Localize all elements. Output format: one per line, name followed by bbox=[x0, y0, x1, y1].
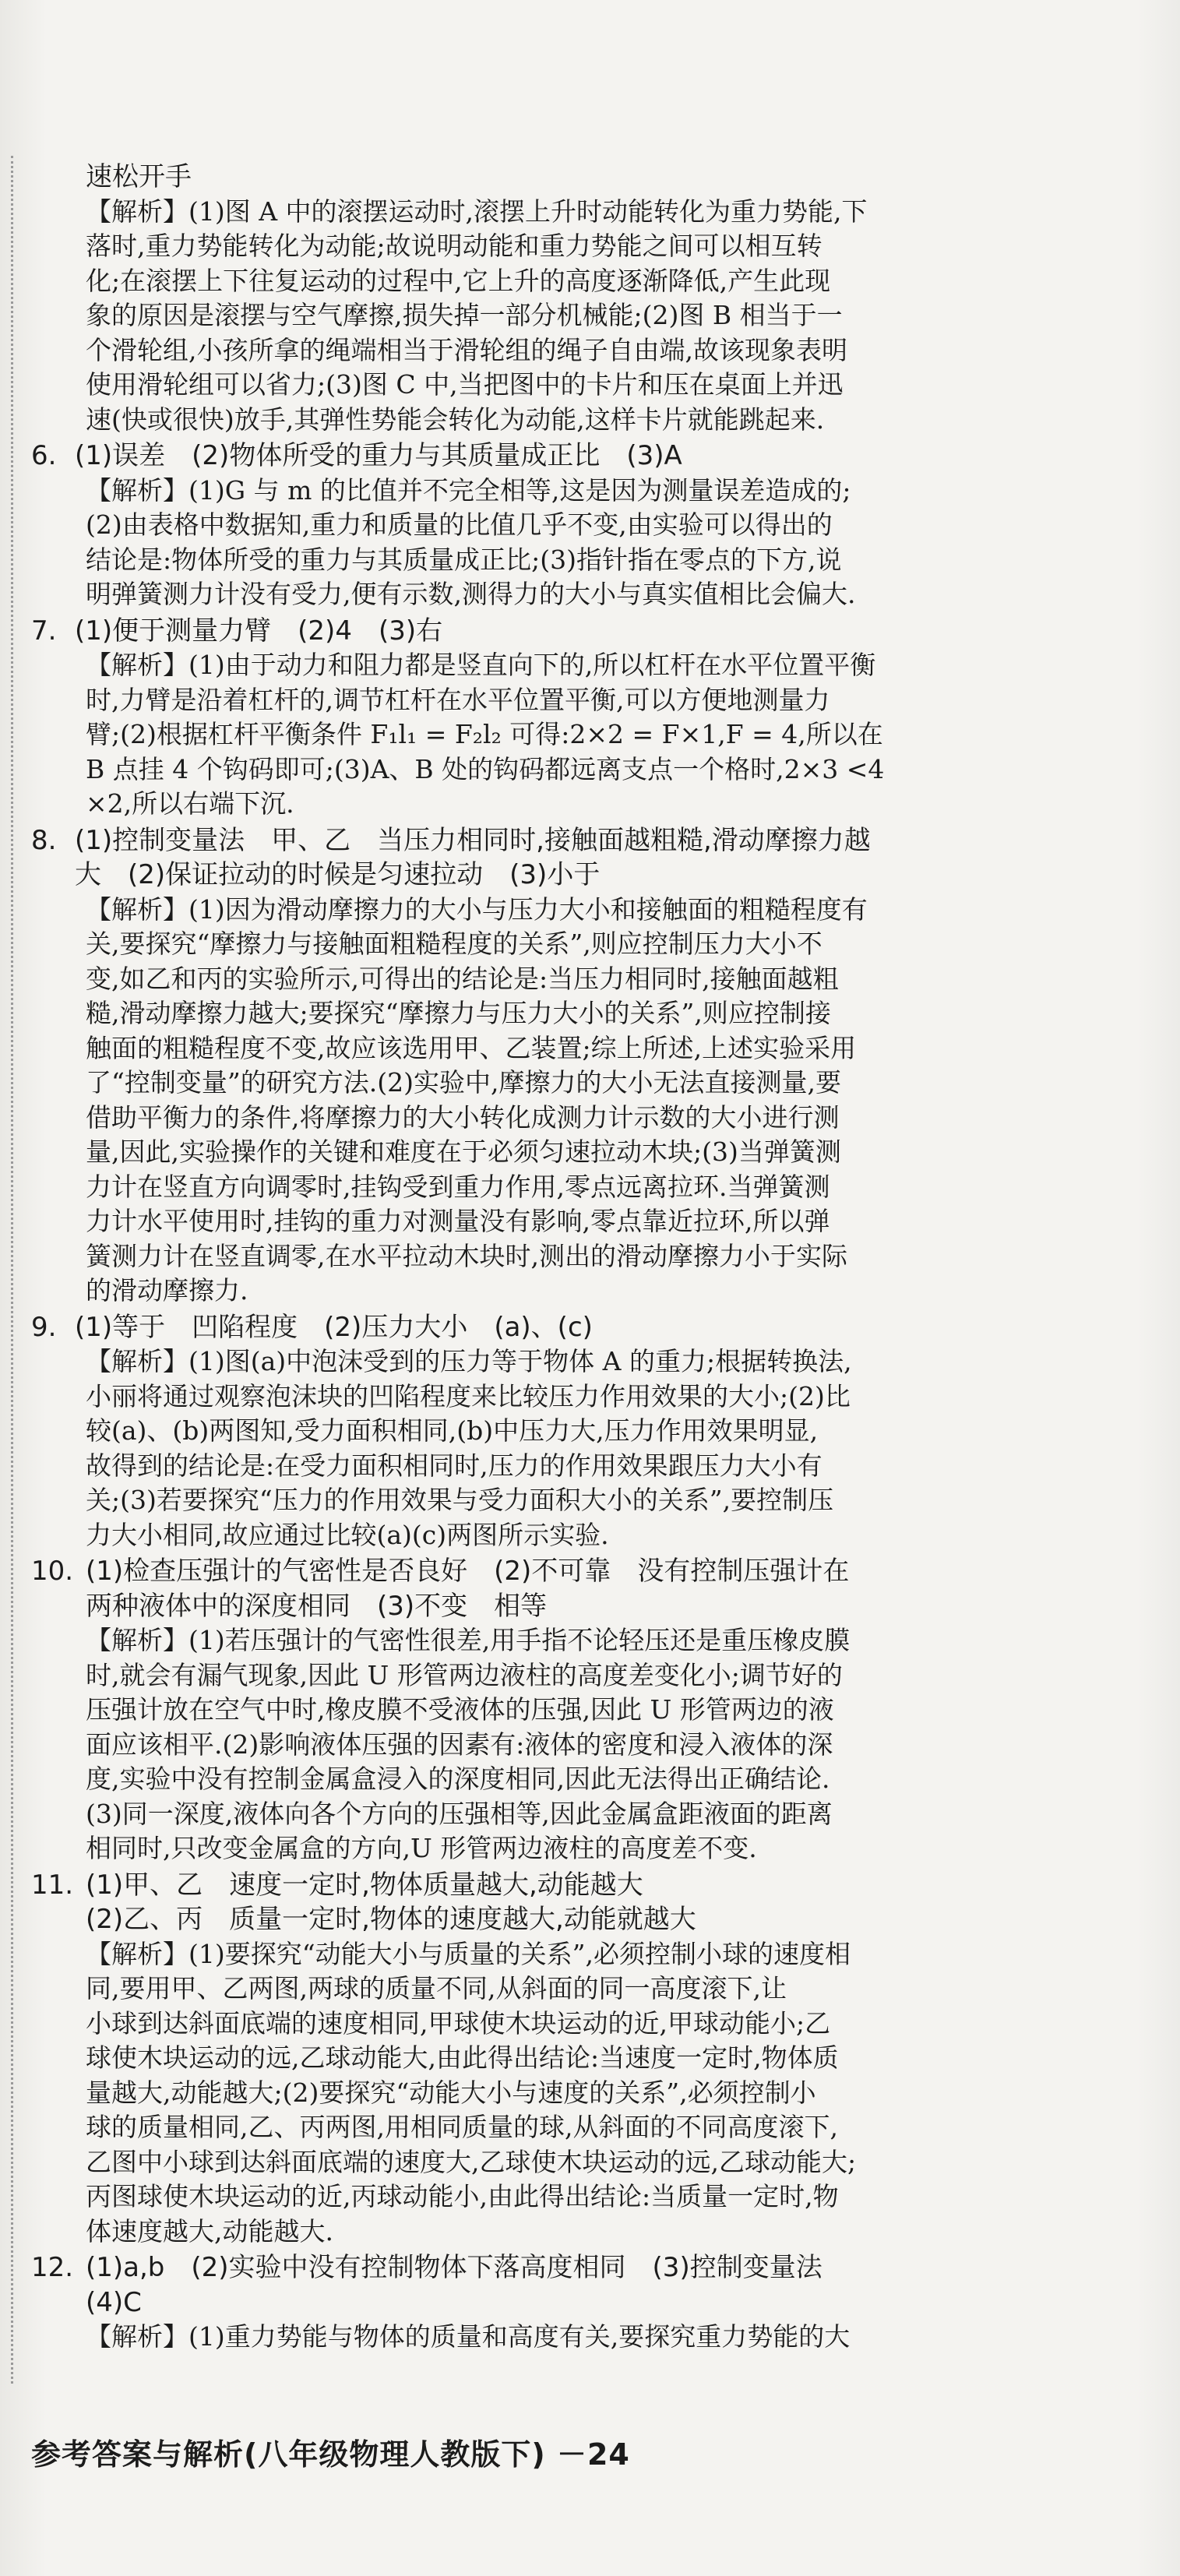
explanation-line: 糙,滑动摩擦力越大;要探究“摩擦力与压力大小的关系”,则应控制接 bbox=[86, 998, 831, 1028]
explanation-line: 体速度越大,动能越大. bbox=[86, 2215, 333, 2247]
answer-line bbox=[31, 1310, 1090, 1345]
answer-item bbox=[31, 614, 1090, 822]
explanation-line: 时,就会有漏气现象,因此 U 形管两边液柱的高度差变化小;调节好的 bbox=[86, 1659, 843, 1690]
explanation-line: 关;(3)若要探究“压力的作用效果与受力面积大小的关系”,要控制压 bbox=[86, 1485, 834, 1515]
continuation-answer: 速松开手 bbox=[86, 161, 192, 192]
answer-item bbox=[31, 2250, 1090, 2355]
item-number: 12. bbox=[31, 2252, 74, 2283]
answer-text: (4)C bbox=[86, 2286, 142, 2318]
answer-line bbox=[31, 1868, 1090, 1903]
explanation-line: 较(a)、(b)两图知,受力面积相同,(b)中压力大,压力作用效果明显, bbox=[86, 1415, 819, 1446]
explanation-line: 同,要用甲、乙两图,两球的质量不同,从斜面的同一高度滚下,让 bbox=[86, 1973, 787, 2003]
explanation-line: 关,要探究“摩擦力与接触面粗糙程度的关系”,则应控制压力大小不 bbox=[86, 929, 822, 959]
explanation-line: 【解析】(1)要探究“动能大小与质量的关系”,必须控制小球的速度相 bbox=[86, 1938, 851, 1969]
answer-content bbox=[31, 160, 1090, 2355]
explanation-line: 量越大,动能越大;(2)要探究“动能大小与速度的关系”,必须控制小 bbox=[86, 2077, 816, 2108]
explanation-line: 力计水平使用时,挂钩的重力对测量没有影响,零点靠近拉环,所以弹 bbox=[86, 1206, 830, 1236]
explanation-line: 故得到的结论是:在受力面积相同时,压力的作用效果跟压力大小有 bbox=[86, 1450, 822, 1481]
answer-item bbox=[31, 439, 1090, 612]
answer-text: (1)误差 (2)物体所受的重力与其质量成正比 (3)A bbox=[75, 440, 682, 471]
explanation-line: 【解析】(1)重力势能与物体的质量和高度有关,要探究重力势能的大 bbox=[86, 2321, 851, 2352]
explanation-line: 臂;(2)根据杠杆平衡条件 F₁l₁ = F₂l₂ 可得:2×2 = F×1,F = 4,所以在 bbox=[86, 719, 883, 749]
explanation-line: 明弹簧测力计没有受力,便有示数,测得力的大小与真实值相比会偏大. bbox=[86, 579, 856, 609]
answer-text: (2)乙、丙 质量一定时,物体的速度越大,动能就越大 bbox=[86, 1904, 696, 1935]
answer-text: 大 (2)保证拉动的时候是匀速拉动 (3)小于 bbox=[75, 859, 601, 890]
explanation-line: 【解析】(1)图 A 中的滚摆运动时,滚摆上升时动能转化为重力势能,下 bbox=[86, 196, 868, 227]
explanation-line: (2)由表格中数据知,重力和质量的比值几乎不变,由实验可以得出的 bbox=[86, 509, 833, 540]
item-number: 6. bbox=[31, 440, 57, 471]
explanation-line: 触面的粗糙程度不变,故应该选用甲、乙装置;综上所述,上述实验采用 bbox=[86, 1032, 857, 1063]
explanation-line: 小丽将通过观察泡沫块的凹陷程度来比较压力作用效果的大小;(2)比 bbox=[86, 1380, 851, 1411]
explanation-line: 【解析】(1)由于动力和阻力都是竖直向下的,所以杠杆在水平位置平衡 bbox=[86, 650, 876, 680]
explanation-line: 面应该相平.(2)影响液体压强的因素有:液体的密度和浸入液体的深 bbox=[86, 1728, 833, 1760]
explanation-line: 簧测力计在竖直调零,在水平拉动木块时,测出的滑动摩擦力小于实际 bbox=[86, 1240, 847, 1271]
explanation-line: 球的质量相同,乙、丙两图,用相同质量的球,从斜面的不同高度滚下, bbox=[86, 2112, 838, 2142]
answer-text: 两种液体中的深度相同 (3)不变 相等 bbox=[86, 1590, 548, 1622]
explanation-line: 量,因此,实验操作的关键和难度在于必须匀速拉动木块;(3)当弹簧测 bbox=[86, 1136, 841, 1167]
answer-line bbox=[31, 2285, 1090, 2321]
explanation-line: 结论是:物体所受的重力与其质量成正比;(3)指针指在零点的下方,说 bbox=[86, 544, 842, 575]
explanation-line: 了“控制变量”的研究方法.(2)实验中,摩擦力的大小无法直接测量,要 bbox=[86, 1067, 841, 1098]
item-number: 9. bbox=[31, 1311, 57, 1343]
item-number: 8. bbox=[31, 824, 57, 856]
answer-line bbox=[31, 1554, 1090, 1589]
answer-item bbox=[31, 823, 1090, 1309]
answer-text: (1)a,b (2)实验中没有控制物体下落高度相同 (3)控制变量法 bbox=[86, 2252, 822, 2283]
explanation-line: 变,如乙和丙的实验所示,可得出的结论是:当压力相同时,接触面越粗 bbox=[86, 963, 839, 994]
answer-line bbox=[31, 1902, 1090, 1937]
continuation-explanation bbox=[31, 195, 1090, 438]
explanation-line: ×2,所以右端下沉. bbox=[86, 788, 294, 819]
answer-text: (1)检查压强计的气密性是否良好 (2)不可靠 没有控制压强计在 bbox=[86, 1556, 850, 1587]
answer-items bbox=[31, 439, 1090, 2355]
answer-line bbox=[31, 1589, 1090, 1624]
item-number: 10. bbox=[31, 1556, 74, 1587]
answer-line bbox=[31, 439, 1090, 474]
explanation-line: 速(快或很快)放手,其弹性势能会转化为动能,这样卡片就能跳起来. bbox=[86, 403, 825, 435]
explanation-line: B 点挂 4 个钩码即可;(3)A、B 处的钩码都远离支点一个格时,2×3 <4 bbox=[86, 753, 885, 784]
explanation-line: 使用滑轮组可以省力;(3)图 C 中,当把图中的卡片和压在桌面上并迅 bbox=[86, 369, 844, 400]
explanation-line: 【解析】(1)G 与 m 的比值并不完全相等,这是因为测量误差造成的; bbox=[86, 474, 851, 506]
explanation-line: 球使木块运动的远,乙球动能大,由此得出结论:当速度一定时,物体质 bbox=[86, 2042, 839, 2073]
binding-margin bbox=[11, 156, 19, 2384]
explanation-line: 时,力臂是沿着杠杆的,调节杠杆在水平位置平衡,可以方便地测量力 bbox=[86, 684, 830, 715]
explanation-line: 个滑轮组,小孩所拿的绳端相当于滑轮组的绳子自由端,故该现象表明 bbox=[86, 334, 847, 365]
explanation-line: 落时,重力势能转化为动能;故说明动能和重力势能之间可以相互转 bbox=[86, 231, 822, 261]
answer-line bbox=[31, 2250, 1090, 2285]
item-number: 11. bbox=[31, 1869, 74, 1901]
explanation-line: 小球到达斜面底端的速度相同,甲球使木块运动的近,甲球动能小;乙 bbox=[86, 2007, 831, 2039]
answer-line bbox=[31, 858, 1090, 893]
explanation-line: 【解析】(1)因为滑动摩擦力的大小与压力大小和接触面的粗糙程度有 bbox=[86, 893, 868, 925]
answer-text: (1)控制变量法 甲、乙 当压力相同时,接触面越粗糙,滑动摩擦力越 bbox=[75, 824, 871, 856]
explanation-line: 相同时,只改变金属盒的方向,U 形管两边液柱的高度差不变. bbox=[86, 1833, 757, 1863]
explanation-line: 力计在竖直方向调零时,挂钩受到重力作用,零点远离拉环.当弹簧测 bbox=[86, 1171, 830, 1202]
item-number: 7. bbox=[31, 615, 57, 647]
page-footer: 参考答案与解析(八年级物理人教版下) －24 bbox=[31, 2437, 630, 2472]
explanation-line: 【解析】(1)图(a)中泡沫受到的压力等于物体 A 的重力;根据转换法, bbox=[86, 1346, 852, 1376]
answer-item bbox=[31, 1310, 1090, 1553]
explanation-line: 丙图球使木块运动的近,丙球动能小,由此得出结论:当质量一定时,物 bbox=[86, 2181, 839, 2211]
explanation-line: (3)同一深度,液体向各个方向的压强相等,因此金属盒距液面的距离 bbox=[86, 1798, 833, 1829]
explanation-line: 借助平衡力的条件,将摩擦力的大小转化成测力计示数的大小进行测 bbox=[86, 1101, 840, 1133]
explanation-line: 力大小相同,故应通过比较(a)(c)两图所示实验. bbox=[86, 1519, 609, 1550]
answer-text: (1)等于 凹陷程度 (2)压力大小 (a)、(c) bbox=[75, 1311, 593, 1343]
explanation-line: 压强计放在空气中时,橡皮膜不受液体的压强,因此 U 形管两边的液 bbox=[86, 1694, 834, 1725]
answer-item bbox=[31, 1554, 1090, 1866]
explanation-line: 乙图中小球到达斜面底端的速度大,乙球使木块运动的远,乙球动能大; bbox=[86, 2146, 857, 2177]
answer-text: (1)便于测量力臂 (2)4 (3)右 bbox=[75, 615, 443, 647]
explanation-line: 象的原因是滚摆与空气摩擦,损失掉一部分机械能;(2)图 B 相当于一 bbox=[86, 300, 843, 330]
answer-text: (1)甲、乙 速度一定时,物体质量越大,动能越大 bbox=[86, 1869, 643, 1901]
answer-item bbox=[31, 1868, 1090, 2250]
explanation-line: 化;在滚摆上下往复运动的过程中,它上升的高度逐渐降低,产生此现 bbox=[86, 265, 831, 296]
explanation-line: 【解析】(1)若压强计的气密性很差,用手指不论轻压还是重压橡皮膜 bbox=[86, 1625, 851, 1655]
explanation-line: 的滑动摩擦力. bbox=[86, 1275, 248, 1306]
answer-line bbox=[31, 823, 1090, 858]
answer-line bbox=[31, 614, 1090, 649]
explanation-line: 度,实验中没有控制金属盒浸入的深度相同,因此无法得出正确结论. bbox=[86, 1764, 830, 1794]
